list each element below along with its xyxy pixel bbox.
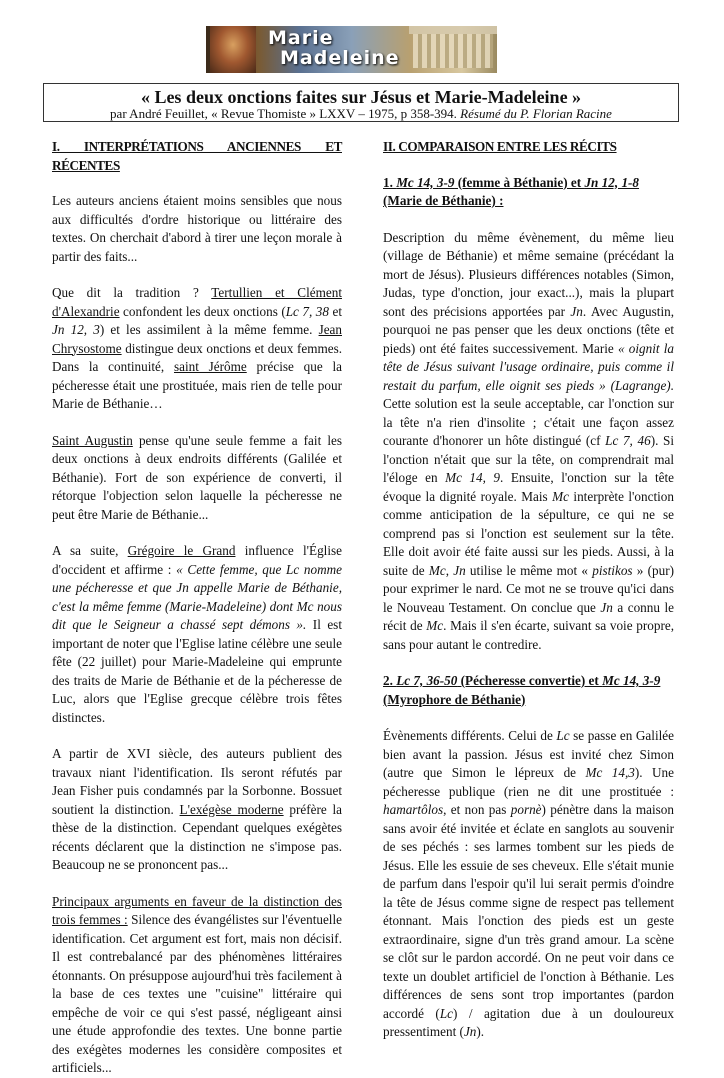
paragraph: Description du même évènement, du même lieu (village de Béthanie) et même semaine (précédant la mort de Jésus). Plusieurs différences notables (Simon, Judas, type d'onction, jour exact...), mais la plupart sont des précisions apportées par Jn. Avec Augustin, pourquoi ne pas penser que les deux onctions (tête et pieds) ont été faites successivement. Marie « oignit la tête de Jésus suivant l'usage ordinaire, puis comme il restait du parfum, elle oignit ses pieds » (Lagrange). Cette solution est la seule acceptable, car l'onction sur la tête n'a rien d'insolite ; c'était une façon assez courante d'honorer un hôte distingué (cf Lc 7, 46). Si l'onction n'était que sur la tête, on comprendrait mal l'éloge en Mc 14, 9. Ensuite, l'onction sur la tête évoque la dignité royale. Mais Mc interprète l'onction comme anticipation de la sépulture, ce qui ne se comprend pas si l'onction est seulement sur la tête. Elle doit avoir été faite aussi sur les pieds. Aussi, à la suite de Mc, Jn utilise le même mot « pistikos » (pur) pour exprimer le nard. Ce mot ne se trouve qu'ici dans le Nouveau Testament. On conclue que Jn a connu le récit de Mc. Mais il s'en écarte, suivant sa voie propre, sans pour autant le contredire.: [383, 229, 675, 652]
subsection-heading-1: 1. Mc 14, 3-9 (femme à Béthanie) et Jn 12, 1-8 (Marie de Béthanie) :: [383, 174, 640, 208]
paragraph: Les auteurs anciens étaient moins sensibles que nous aux difficultés d'ordre historique ou littéraire des textes. On cherchait d'abord à tirer une leçon morale à partir des faits...: [52, 193, 342, 264]
paragraph: A sa suite, Grégoire le Grand influence l'Église d'occident et affirme : « Cette femme, que Lc nomme une pécheresse et que Jn appelle Marie de Béthanie, c'est la même femme (Marie-Madeleine) dont Mc nous dit que le Seigneur a chassé sept démons ». Il est important de noter que l'Eglise latine célèbre une seule fête (22 juillet) pour Marie-Madeleine qui emprunte des traits de Marie de Béthanie et de la pécheresse de Luc, alors que l'Eglise grecque célèbre trois fêtes distinctes.: [52, 543, 342, 725]
header-banner: [206, 26, 497, 73]
paragraph: Évènements différents. Celui de Lc se passe en Galilée bien avant la passion. Jésus est invité chez Simon (autre que Simon le lépreux de Mc 14,3). Une pécheresse publique (rien ne dit une prostituée : hamartôlos, et non pas pornè) pénètre dans la maison sans avoir été invitée et éclate en sanglots au souvenir de ses péchés : ses larmes tombent sur les pieds de Jésus. Elle les essuie de ses cheveux. Elle s'était munie de parfum dans l'espoir qu'il lui serait permis d'oindre la tête de Jésus comme signe de respect pas tellement étonnant. Mais l'onction des pieds est un geste extraordinaire, signe d'un très grand amour. La scène se clôt sur le pardon accordé. On ne peut voir dans ce texte un doublet artificiel de l'onction à Béthanie. Les différences de sens sont trop importantes (pardon accordé (Lc) / agitation due à un douloureux pressentiment (Jn).: [383, 728, 674, 1039]
left-column: [52, 138, 342, 1078]
saint-portrait-image: [210, 26, 256, 73]
page-title: « Les deux onctions faites sur Jésus et Marie-Madeleine »: [140, 87, 582, 107]
section-heading-1: I. INTERPRÉTATIONS ANCIENNES ET RÉCENTES: [52, 139, 342, 173]
paragraph: A partir de XVI siècle, des auteurs publient des travaux niant l'identification. Ils seront réfutés par Jean Fisher puis condamnés par la Sorbonne. Bossuet soutient la distinction. L'exégèse moderne préfère la thèse de la distinction. Cependant quelques exégètes récents déclarent que la distinction ne s'impose pas. Beaucoup ne se prononcent pas...: [52, 746, 342, 872]
paragraph: Principaux arguments en faveur de la distinction des trois femmes : Silence des évangélistes sur l'éventuelle identification. Cet argument est fort, mais non décisif. Il est contrebalancé par des phénomènes littéraires étonnants. On présuppose aujourd'hui très facilement à la base de ces textes une "cuisine" littéraire qui empêche de voir ce qui s'est passé, négligeant ainsi une étude approfondie des textes. Une bonne partie des exégètes modernes les considère composites et artificiels...: [52, 893, 342, 1075]
paragraph: Que dit la tradition ? Tertullien et Clément d'Alexandrie confondent les deux onctions (Lc 7, 38 et Jn 12, 3) et les assimilent à la même femme. Jean Chrysostome distingue deux onctions et deux femmes. Dans la continuité, saint Jérôme précise que la pécheresse était une prostituée, mais rien de telle pour Marie de Béthanie…: [52, 285, 342, 411]
subsection-heading-2: 2. Lc 7, 36-50 (Pécheresse convertie) et Mc 14, 3-9 (Myrophore de Béthanie): [383, 673, 661, 707]
title-box: [43, 83, 679, 122]
page-subtitle: par André Feuillet, « Revue Thomiste » LXXV – 1975, p 358-394. Résumé du P. Florian Racine: [110, 106, 612, 121]
site-logo: Marie Madeleine: [268, 27, 400, 69]
right-column: [383, 138, 674, 1042]
section-heading-2: II. COMPARAISON ENTRE LES RÉCITS: [383, 139, 617, 154]
paragraph: Saint Augustin pense qu'une seule femme a fait les deux onctions à deux endroits différents (Galilée et Béthanie). Fort de son expérience de converti, il rétorque l'objection selon laquelle la pécheresse ne peut être Marie de Béthanie...: [52, 432, 342, 522]
temple-ruins-image: [413, 32, 493, 68]
